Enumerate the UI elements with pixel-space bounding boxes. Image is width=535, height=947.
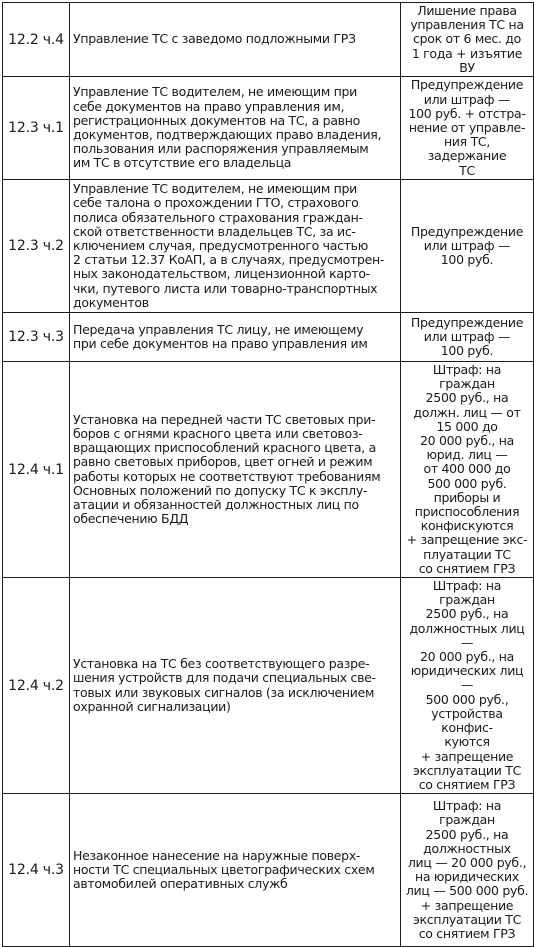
- description-line: Управление ТС водителем, не имеющим при: [73, 84, 357, 100]
- penalty-line: юридических лиц —: [410, 663, 524, 693]
- description-line: работы которых не соответствуют требованиям: [73, 468, 381, 484]
- penalty-line: или штраф —: [423, 328, 511, 344]
- description-line: Незаконное нанесение на наружные поверх-: [73, 847, 361, 863]
- penalty-line: + запрещение: [420, 897, 514, 913]
- penalty-line: должностных: [423, 840, 511, 856]
- penalty-line: Штраф: на граждан: [432, 798, 502, 828]
- table-row: [3, 77, 534, 180]
- article-cell: 12.3 ч.1: [3, 77, 70, 180]
- penalty-line: со снятием ГРЗ: [418, 925, 516, 941]
- description-line: Установка на передней части ТС световых при-: [73, 411, 376, 427]
- description-line: Основных положений по допуску ТС к эксплу-: [73, 482, 368, 498]
- description-line: вращающих приспособлений красного цвета, а: [73, 440, 376, 456]
- description-line: документов, подтверждающих право владения,: [73, 127, 382, 143]
- penalty-line: эксплуатации ТС: [412, 911, 522, 927]
- description-cell: [70, 578, 401, 794]
- description-line: пользования или распоряжения управляемым: [73, 141, 369, 157]
- description-line: Установка на ТС без соответствующего разре-: [73, 656, 370, 672]
- penalty-cell: [401, 77, 534, 180]
- penalty-cell: [401, 794, 534, 947]
- description-cell: [70, 77, 401, 180]
- table-row: [3, 362, 534, 578]
- table-row: [3, 794, 534, 947]
- description-line: себе талона о прохождении ГТО, страхового: [73, 195, 359, 211]
- table-row: [3, 578, 534, 794]
- description-line: равно световых приборов, цвет огней и режим: [73, 454, 373, 470]
- penalty-line: приспособления: [414, 504, 520, 520]
- penalty-line: 500 000 руб.: [427, 475, 507, 491]
- penalty-line: нение от управле-: [408, 119, 526, 135]
- table-row: [3, 3, 534, 77]
- penalty-line: Штраф: на граждан: [432, 362, 502, 392]
- description-line: ской ответственности владельцев ТС, за ис-: [73, 223, 356, 239]
- penalty-line: 15 000 до: [436, 418, 498, 434]
- description-line: ности ТС специальных цветографических схем: [73, 862, 375, 877]
- penalty-line: + запрещение экс-: [406, 532, 528, 548]
- penalty-cell: [401, 180, 534, 313]
- penalty-line: срок от 6 мес. до: [413, 31, 521, 47]
- penalty-line: 2500 руб., на: [425, 826, 509, 842]
- description-line: обеспечению БДД: [73, 511, 189, 527]
- penalty-line: 100 руб. + отстра-: [408, 105, 526, 121]
- penalty-line: лиц — 500 000 руб.: [405, 883, 529, 899]
- penalty-line: должностных лиц —: [409, 620, 525, 650]
- description-line: 2 статьи 12.37 КоАП, а в случаях, предусмотрен-: [73, 252, 385, 268]
- penalty-line: куются: [444, 734, 490, 750]
- table-row: [3, 180, 534, 313]
- penalty-line: 500 000 руб.,: [425, 691, 509, 707]
- description-line: атации и обязанностей должностных лиц по: [73, 496, 359, 512]
- penalty-line: 100 руб.: [440, 252, 494, 268]
- penalty-cell: [401, 313, 534, 362]
- penalty-line: лиц — 20 000 руб.,: [407, 854, 527, 870]
- description-cell: [70, 3, 401, 77]
- penalty-line: ТС: [459, 162, 475, 178]
- penalty-line: или штраф —: [423, 91, 511, 107]
- article-cell: 12.4 ч.2: [3, 578, 70, 794]
- description-line: товых или звуковых сигналов (за исключением: [73, 684, 375, 700]
- article-cell: 12.2 ч.4: [3, 3, 70, 77]
- penalty-line: со снятием ГРЗ: [418, 776, 516, 792]
- penalty-cell: [401, 3, 534, 77]
- description-cell: [70, 362, 401, 578]
- description-line: полиса обязательного страхования граждан-: [73, 209, 363, 225]
- penalty-line: 20 000 руб., на: [419, 433, 514, 449]
- penalty-line: Предупреждение: [410, 223, 524, 239]
- description-line: Управление ТС с заведомо подложными ГРЗ: [73, 31, 356, 47]
- description-line: документов: [73, 294, 149, 310]
- penalty-line: устройства конфис-: [431, 705, 503, 736]
- description-line: регистрационных документов на ТС, а равно: [73, 112, 360, 128]
- penalty-line: управления ТС на: [410, 17, 524, 33]
- penalty-line: Штраф: на граждан: [432, 578, 502, 608]
- description-line: ключением случая, предусмотренного частью: [73, 237, 368, 253]
- penalty-line: Предупреждение: [410, 77, 524, 93]
- penalty-line: 100 руб.: [440, 343, 494, 359]
- description-line: при себе документов на право управления им: [73, 336, 368, 352]
- description-line: автомобилей оперативных служб: [73, 876, 288, 892]
- penalty-line: + запрещение: [420, 748, 514, 764]
- penalty-cell: [401, 362, 534, 578]
- description-line: Передача управления ТС лицу, не имеющему: [73, 321, 364, 337]
- penalty-line: 2500 руб., на: [425, 606, 509, 622]
- penalty-line: конфискуются: [420, 518, 514, 534]
- penalty-line: или штраф —: [423, 237, 511, 253]
- table-row: [3, 313, 534, 362]
- description-line: охранной сигнализации): [73, 698, 231, 714]
- penalty-line: на юридических: [415, 869, 519, 885]
- penalty-line: должн. лиц — от: [413, 404, 521, 420]
- penalty-line: эксплуатации ТС: [412, 762, 522, 778]
- description-line: им ТС в отсутствие его владельца: [73, 155, 292, 171]
- penalty-line: Лишение права: [417, 3, 517, 18]
- penalty-line: 1 года + изъятие ВУ: [411, 45, 523, 75]
- article-cell: 12.4 ч.3: [3, 794, 70, 947]
- penalty-line: 20 000 руб., на: [419, 649, 514, 665]
- description-line: Управление ТС водителем, не имеющим при: [73, 181, 357, 197]
- article-cell: 12.3 ч.2: [3, 180, 70, 313]
- penalty-line: ния ТС, задержание: [427, 134, 507, 164]
- penalties-table: [2, 2, 534, 947]
- penalty-line: 2500 руб., на: [425, 390, 509, 406]
- penalty-line: приборы и: [433, 489, 501, 505]
- description-line: ных законодательством, лицензионной карто-: [73, 266, 370, 282]
- description-line: шения устройств для подачи специальных све-: [73, 670, 376, 686]
- penalty-cell: [401, 578, 534, 794]
- penalty-line: от 400 000 до: [423, 461, 511, 477]
- penalty-line: со снятием ГРЗ: [418, 560, 516, 576]
- article-cell: 12.4 ч.1: [3, 362, 70, 578]
- penalty-line: плуатации ТС: [423, 546, 511, 562]
- description-line: чки, путевого листа или товарно-транспортных: [73, 280, 378, 296]
- description-line: боров с огнями красного цвета или световоз-: [73, 425, 363, 441]
- description-cell: [70, 313, 401, 362]
- description-line: себе документов на право управления им,: [73, 98, 345, 114]
- article-cell: 12.3 ч.3: [3, 313, 70, 362]
- description-cell: [70, 180, 401, 313]
- penalty-line: юрид. лиц —: [426, 447, 508, 463]
- penalty-line: Предупреждение: [410, 314, 524, 330]
- description-cell: [70, 794, 401, 947]
